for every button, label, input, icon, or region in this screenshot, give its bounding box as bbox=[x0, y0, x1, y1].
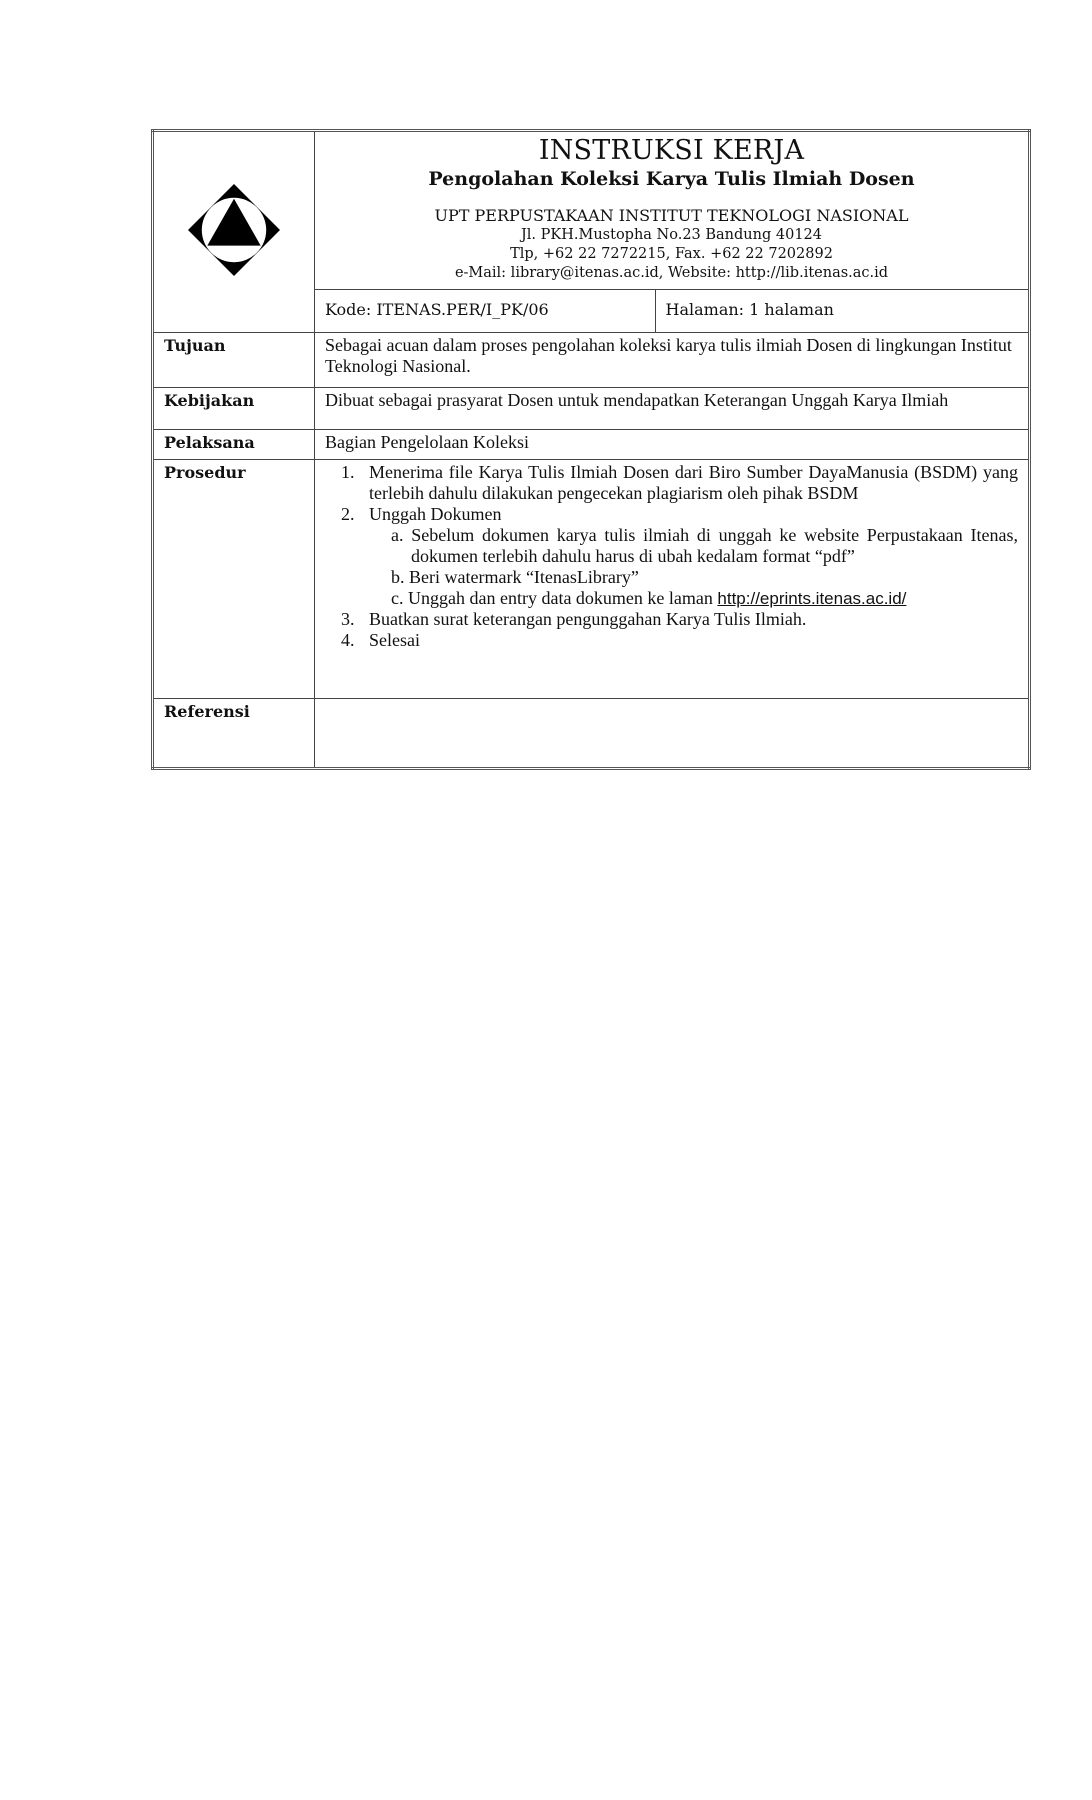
label-prosedur: Prosedur bbox=[153, 460, 315, 698]
procedure-step: 1. Menerima file Karya Tulis Ilmiah Dosen dari Biro Sumber DayaManusia (BSDM) yang terlebih dahulu dilakukan pengecekan plagiarism oleh pihak BSDM bbox=[359, 462, 1018, 504]
label-kebijakan: Kebijakan bbox=[153, 387, 315, 429]
content-pelaksana: Bagian Pengelolaan Koleksi bbox=[315, 429, 1030, 459]
address: Jl. PKH.Mustopha No.23 Bandung 40124 bbox=[520, 227, 823, 243]
label-pelaksana: Pelaksana bbox=[153, 429, 315, 459]
meta-cell bbox=[315, 289, 1030, 332]
procedure-step: 4. Selesai bbox=[359, 630, 1018, 651]
procedure-step: 2. Unggah Dokumen a. Sebelum dokumen karya tulis ilmiah di unggah ke website Perpustakaan Itenas, dokumen terlebih dahulu harus di ubah kedalam format “pdf” b. Beri watermark “ItenasLibrary” c. Unggah dan entry data dokumen ke laman http://eprints.itenas.ac.id/ bbox=[359, 504, 1018, 609]
page-title: INSTRUKSI KERJA bbox=[538, 135, 805, 166]
row-prosedur bbox=[153, 460, 1030, 698]
procedure-step: 3. Buatkan surat keterangan pengunggahan Karya Tulis Ilmiah. bbox=[359, 609, 1018, 630]
itenas-logo-icon bbox=[188, 184, 280, 276]
row-pelaksana bbox=[153, 429, 1030, 459]
content-prosedur bbox=[315, 460, 1030, 698]
label-referensi: Referensi bbox=[153, 698, 315, 769]
instruction-document-table bbox=[151, 129, 1031, 770]
content-kebijakan: Dibuat sebagai prasyarat Dosen untuk mendapatkan Keterangan Unggah Karya Ilmiah bbox=[315, 387, 1030, 429]
procedure-steps bbox=[325, 462, 1018, 651]
email-website: e-Mail: library@itenas.ac.id, Website: http://lib.itenas.ac.id bbox=[454, 265, 889, 281]
organization-name: UPT PERPUSTAKAAN INSTITUT TEKNOLOGI NASIONAL bbox=[434, 206, 909, 225]
row-tujuan bbox=[153, 333, 1030, 387]
procedure-substep: b. Beri watermark “ItenasLibrary” bbox=[391, 567, 639, 588]
phone-fax: Tlp, +62 22 7272215, Fax. +62 22 7202892 bbox=[510, 246, 833, 262]
meta-table bbox=[315, 290, 1028, 332]
header-cell bbox=[315, 131, 1030, 290]
content-tujuan: Sebagai acuan dalam proses pengolahan koleksi karya tulis ilmiah Dosen di lingkungan Institut Teknologi Nasional. bbox=[315, 333, 1030, 387]
row-kebijakan bbox=[153, 387, 1030, 429]
document-code: Kode: ITENAS.PER/I_PK/06 bbox=[315, 290, 655, 332]
procedure-substeps bbox=[369, 525, 1018, 609]
label-tujuan: Tujuan bbox=[153, 333, 315, 387]
page-count: Halaman: 1 halaman bbox=[665, 299, 834, 319]
procedure-substep: c. Unggah dan entry data dokumen ke laman http://eprints.itenas.ac.id/ bbox=[391, 588, 907, 609]
eprints-link[interactable]: http://eprints.itenas.ac.id/ bbox=[717, 589, 907, 609]
content-referensi bbox=[315, 698, 1030, 769]
logo-cell bbox=[153, 131, 315, 333]
procedure-substep: a. Sebelum dokumen karya tulis ilmiah di unggah ke website Perpustakaan Itenas, dokumen terlebih dahulu harus di ubah kedalam format “pdf” bbox=[391, 525, 1018, 567]
document-subtitle: Pengolahan Koleksi Karya Tulis Ilmiah Dosen bbox=[428, 168, 915, 190]
row-referensi bbox=[153, 698, 1030, 769]
